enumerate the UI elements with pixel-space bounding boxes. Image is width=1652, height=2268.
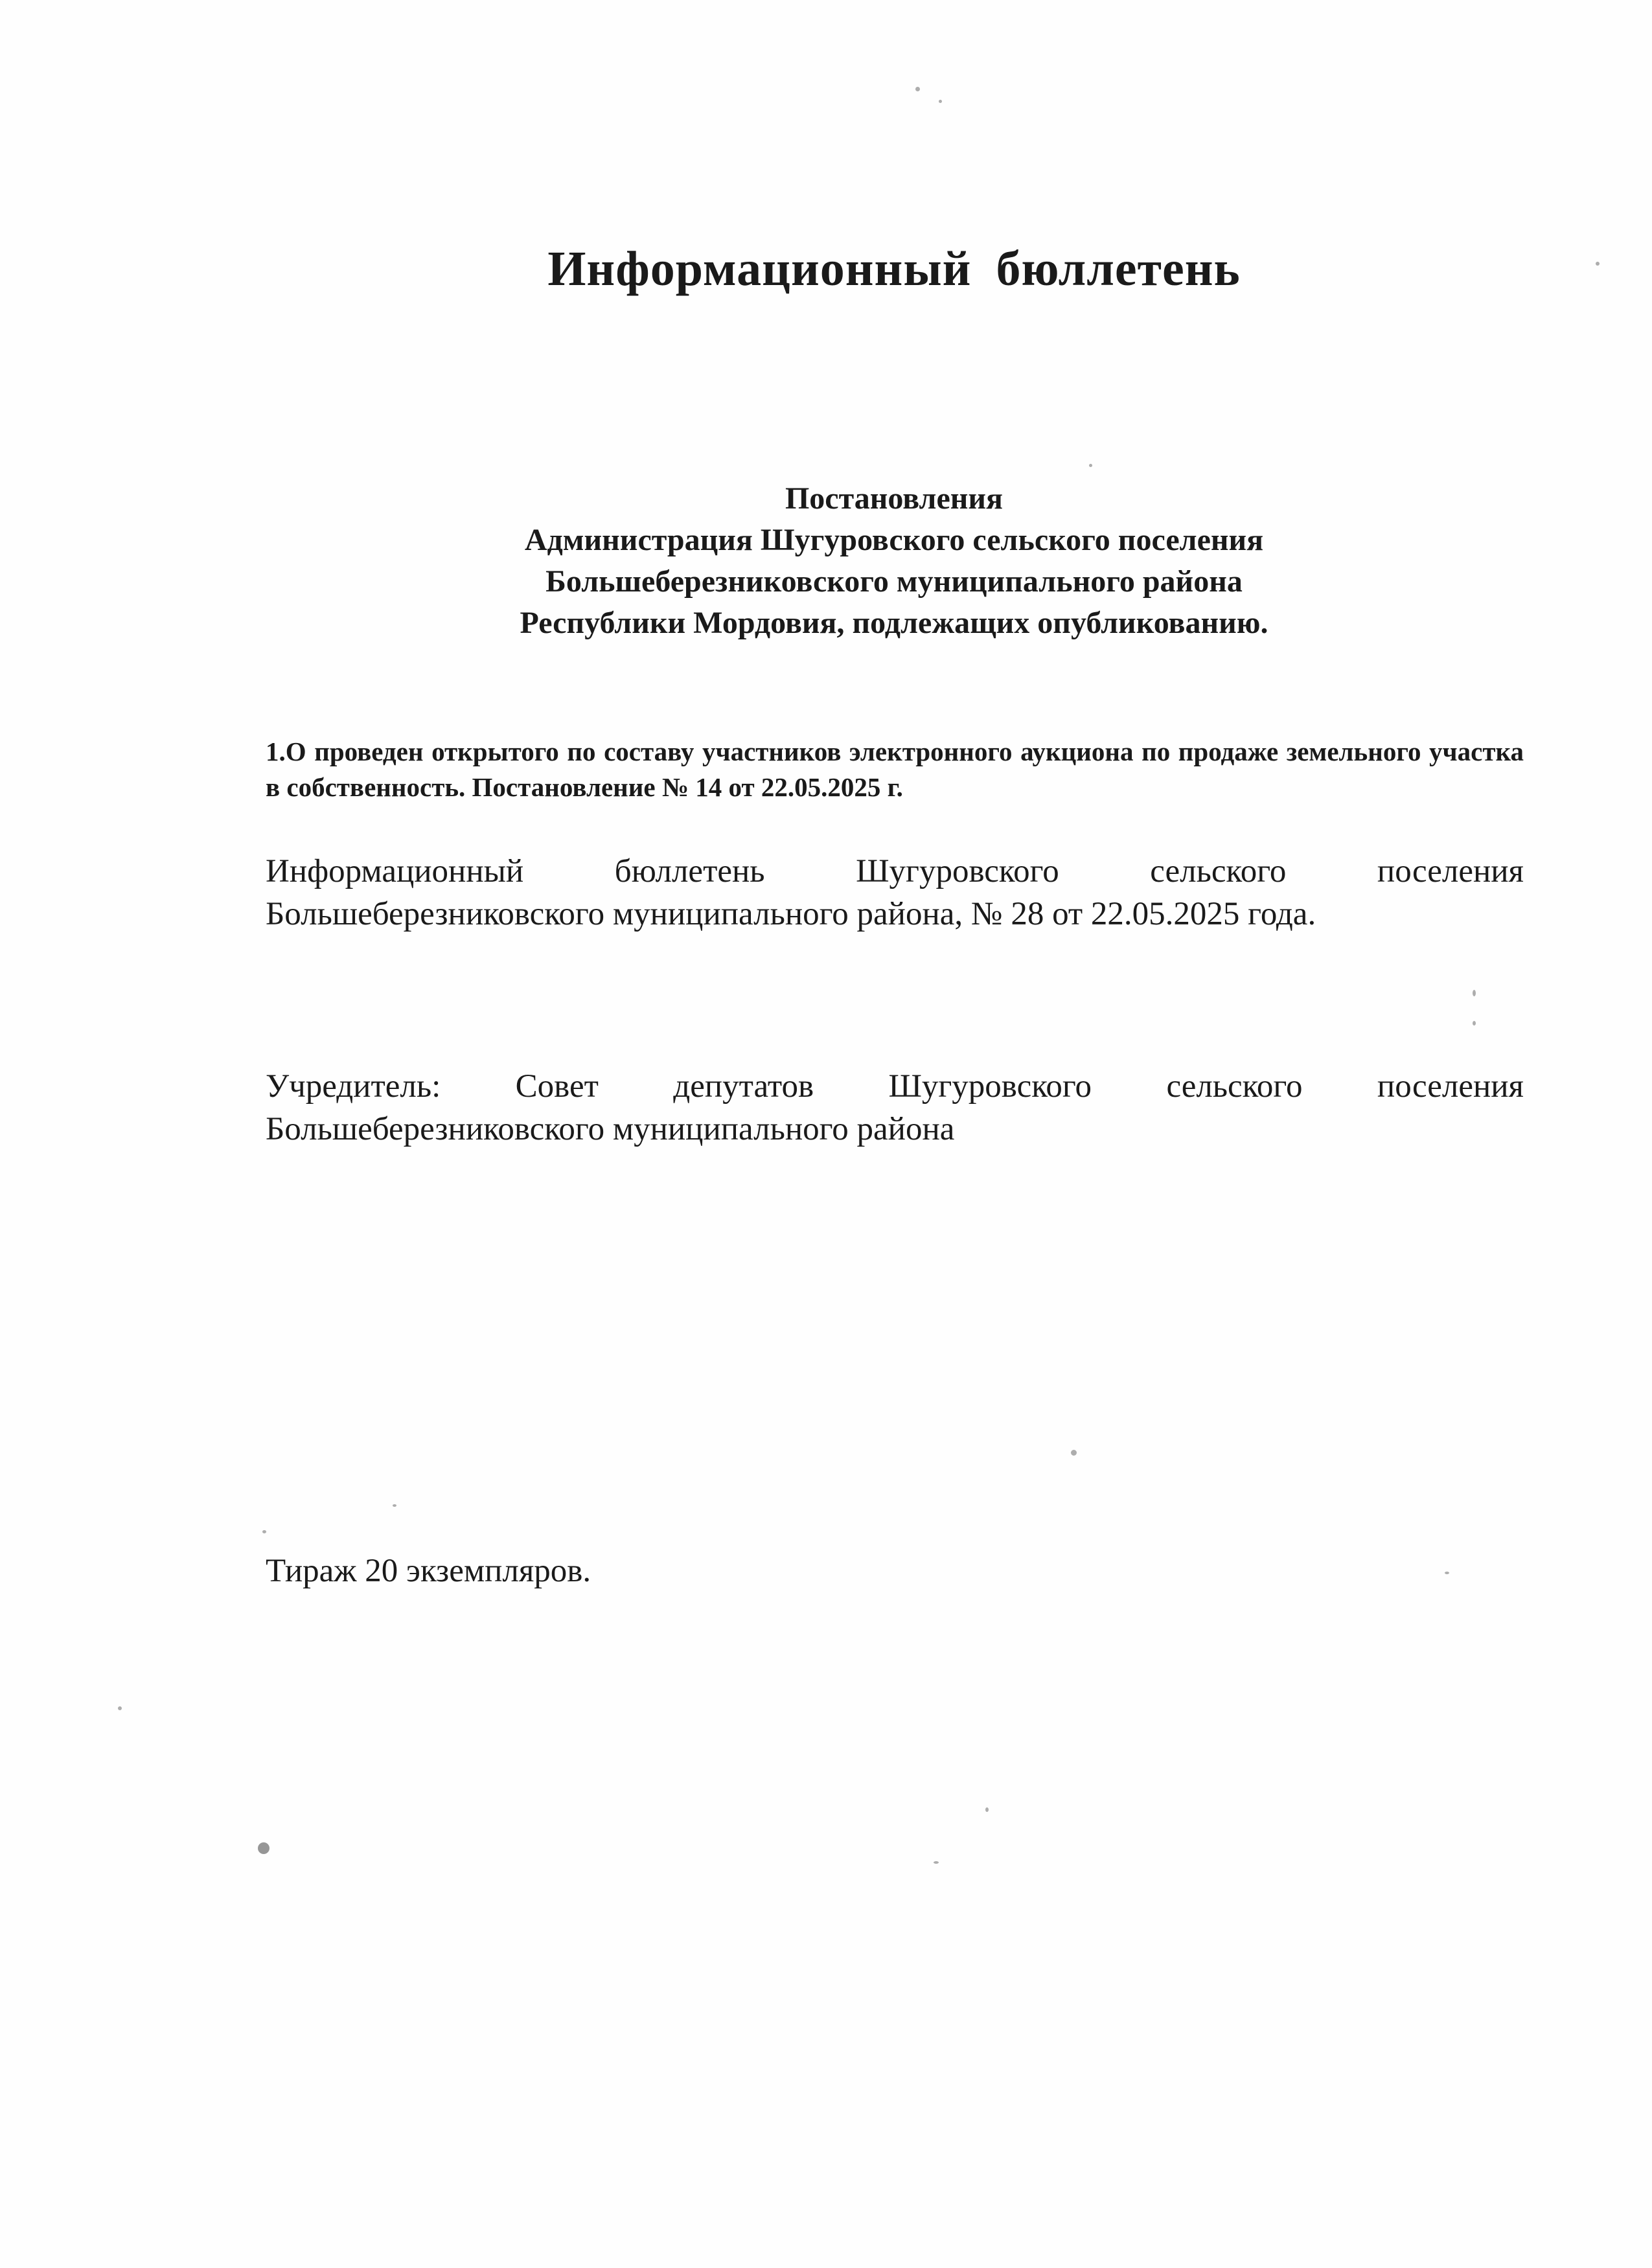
founder-paragraph: Учредитель: Совет депутатов Шугуровского сельского поселения Большеберезниковского муниципального района bbox=[266, 1068, 1524, 1147]
scan-speck bbox=[262, 1530, 266, 1533]
scan-speck bbox=[1089, 464, 1092, 467]
scan-speck bbox=[393, 1504, 396, 1507]
scan-speck bbox=[915, 87, 920, 91]
bulletin-info-paragraph: Информационный бюллетень Шугуровского сельского поселения Большеберезниковского муниципального района, № 28 от 22.05.2025 года. bbox=[266, 853, 1524, 932]
scan-speck bbox=[258, 1842, 270, 1854]
scan-speck bbox=[934, 1861, 939, 1864]
scan-speck bbox=[1596, 262, 1600, 266]
resolutions-heading bbox=[0, 478, 1652, 644]
scan-speck bbox=[939, 100, 942, 103]
heading-line-4: Республики Мордовия, подлежащих опубликованию. bbox=[520, 606, 1268, 640]
heading-line-3: Большеберезниковского муниципального района bbox=[545, 564, 1243, 599]
heading-line-1: Постановления bbox=[785, 481, 1004, 516]
resolution-item-1: 1.О проведен открытого по составу участников электронного аукциона по продаже земельного участка в собственность. Постановление № 14 от 22.05.2025 г. bbox=[266, 737, 1524, 802]
heading-line-2: Администрация Шугуровского сельского поселения bbox=[524, 523, 1264, 557]
circulation-note: Тираж 20 экземпляров. bbox=[266, 1553, 591, 1589]
document-title: Информационный бюллетень bbox=[547, 242, 1241, 296]
scan-speck bbox=[118, 1706, 122, 1710]
scan-speck bbox=[1445, 1572, 1449, 1574]
scan-speck bbox=[985, 1807, 989, 1812]
scan-speck bbox=[1473, 990, 1476, 996]
scan-speck bbox=[1071, 1450, 1077, 1456]
scan-speck bbox=[1473, 1021, 1476, 1025]
